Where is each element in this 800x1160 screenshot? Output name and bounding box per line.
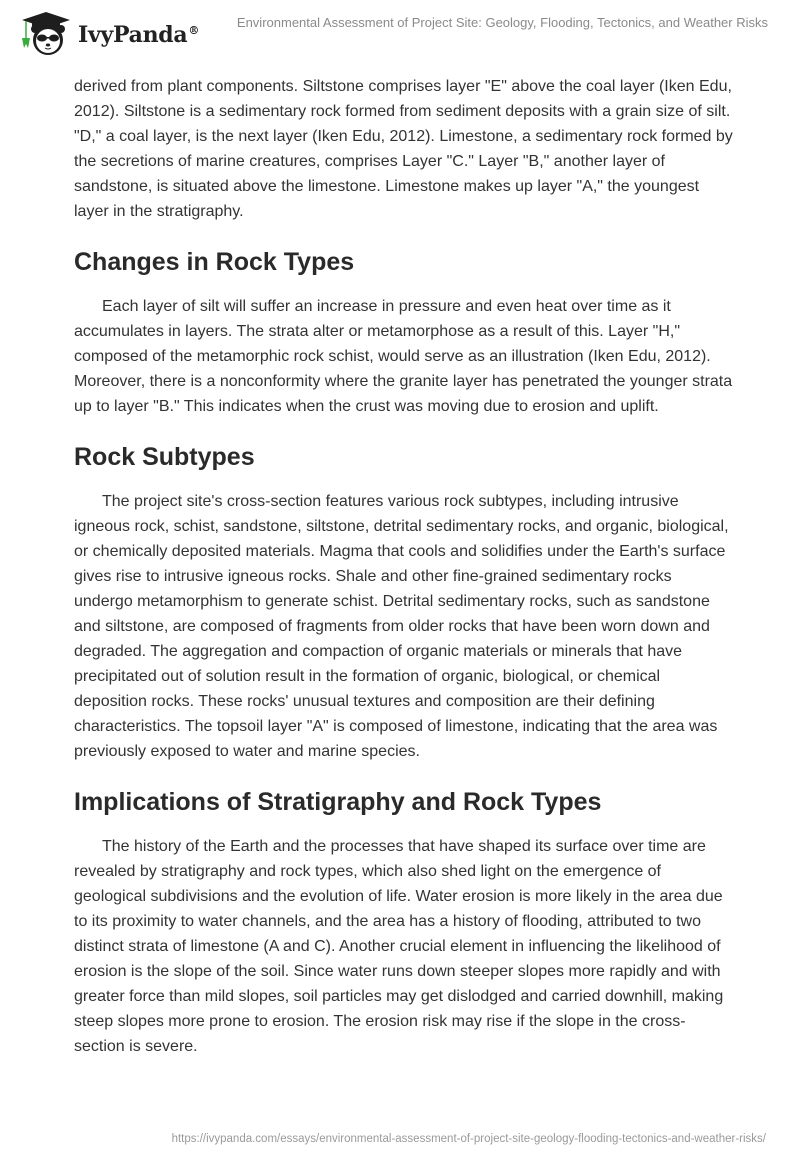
section-heading-rock-subtypes: Rock Subtypes — [74, 443, 255, 471]
section-heading-changes-in-rock-types: Changes in Rock Types — [74, 248, 355, 276]
logo-text: IvyPanda® — [78, 22, 200, 48]
paragraph-changes-in-rock-types: Each layer of silt will suffer an increase in pressure and even heat over time as it accumulates in layers. The strata alter or metamorphose as a result of this. Layer "H," composed of the metamorphic rock schist, would serve as an illustration (Iken Edu, 2012). Moreover, there is a nonconformity where the granite layer has penetrated the younger strata up to layer "B." This indicates when the crust was moving due to erosion and uplift. — [74, 298, 733, 415]
panda-graduate-icon — [18, 10, 74, 58]
paragraph-rock-subtypes: The project site's cross-section features various rock subtypes, including intrusive igneous rock, schist, sandstone, siltstone, detrital sedimentary rocks, and organic, biological, or chemically deposited materials. Magma that cools and solidifies under the Earth's surface gives rise to intrusive igneous rocks. Shale and other fine-grained sedimentary rocks undergo metamorphism to generate schist. Detrital sedimentary rocks, such as sandstone and siltstone, are composed of fragments from older rocks that have been worn down and degraded. The aggregation and compaction of organic materials or minerals that have precipitated out of solution result in the formation of organic, biological, or chemical deposition rocks. These rocks' unusual textures and composition are their defining characteristics. The topsoil layer "A" is composed of limestone, indicating that the area was previously exposed to water and marine species. — [74, 493, 729, 760]
essay-body — [74, 74, 734, 1059]
page-header — [0, 0, 800, 62]
section-heading-implications: Implications of Stratigraphy and Rock Types — [74, 788, 602, 816]
source-url[interactable]: https://ivypanda.com/essays/environmental-assessment-of-project-site-geology-flooding-tectonics-and-weather-risks/ — [171, 1133, 766, 1145]
paragraph-continued: derived from plant components. Siltstone comprises layer "E" above the coal layer (Iken Edu, 2012). Siltstone is a sedimentary rock formed from sediment deposits with a grain size of silt. "D," a coal layer, is the next layer (Iken Edu, 2012). Limestone, a sedimentary rock formed by the secretions of marine creatures, comprises Layer "C." Layer "B," another layer of sandstone, is situated above the limestone. Limestone makes up layer "A," the youngest layer in the stratigraphy. — [74, 78, 733, 220]
ivypanda-logo[interactable] — [18, 10, 199, 58]
document-title: Environmental Assessment of Project Site: Geology, Flooding, Tectonics, and Weather Risks — [236, 15, 768, 30]
paragraph-implications: The history of the Earth and the processes that have shaped its surface over time are revealed by stratigraphy and rock types, which also shed light on the emergence of geological subdivisions and the evolution of life. Water erosion is more likely in the area due to its proximity to water channels, and the area has a history of flooding, attributed to two distinct strata of limestone (A and C). Another crucial element in influencing the likelihood of erosion is the slope of the soil. Since water runs down steeper slopes more rapidly and with greater force than mild slopes, soil particles may get dislodged and carried downhill, making steep slopes more prone to erosion. The erosion risk may rise if the slope in the cross-section is severe. — [74, 838, 724, 1055]
